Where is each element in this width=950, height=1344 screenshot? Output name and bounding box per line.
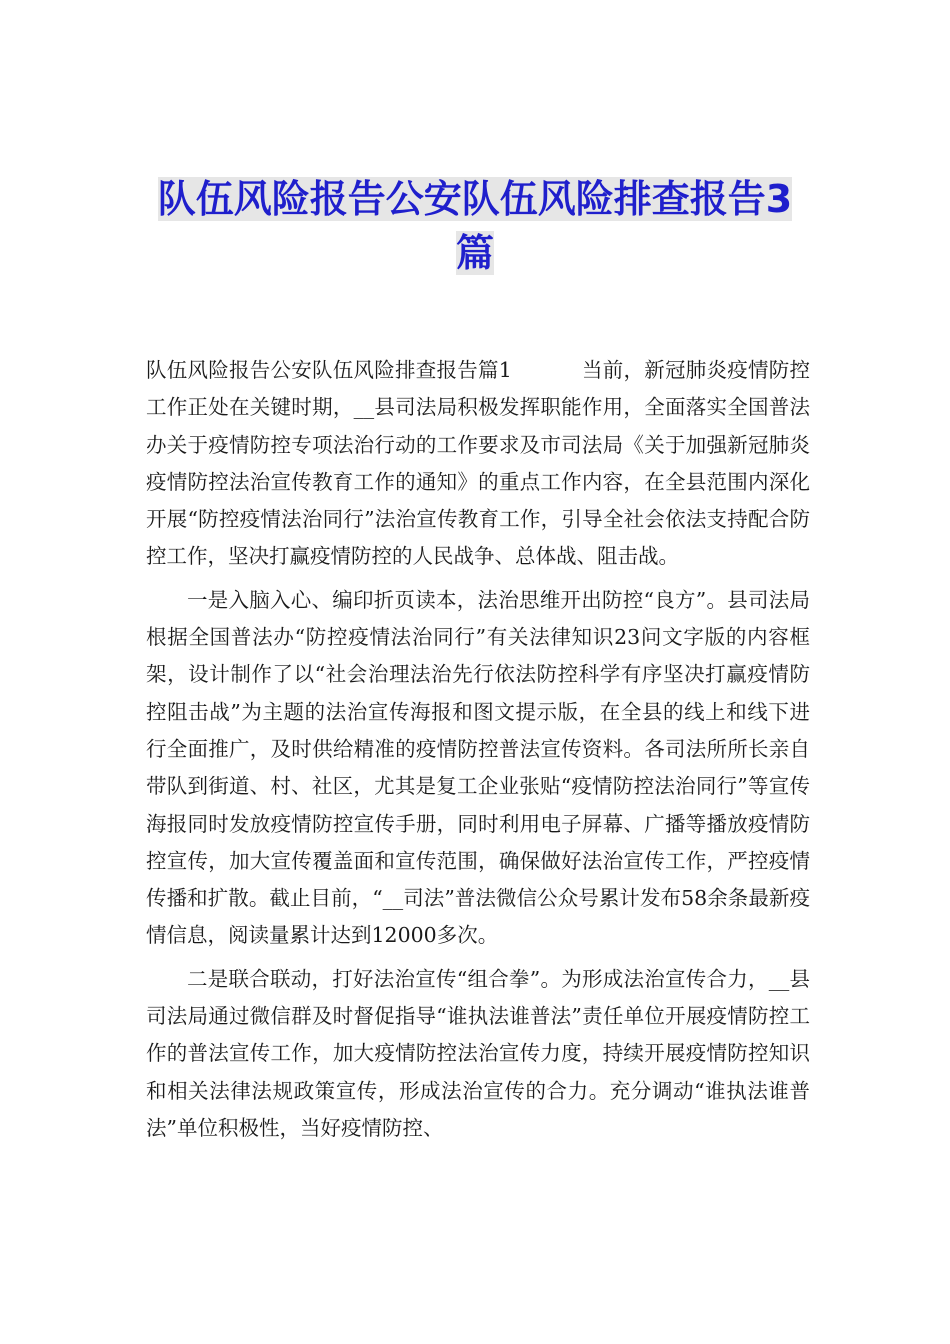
document-body: [146, 352, 810, 1147]
paragraph-1-lead: 队伍风险报告公安队伍风险排查报告篇1: [146, 358, 512, 382]
paragraph-1: [146, 352, 810, 576]
document-title-text: 队伍风险报告公安队伍风险排查报告3篇: [157, 177, 793, 275]
paragraph-1-text: 当前，新冠肺炎疫情防控工作正处在关键时期，__县司法局积极发挥职能作用，全面落实全国普法办关于疫情防控专项法治行动的工作要求及市司法局《关于加强新冠肺炎疫情防控法治宣传教育工作的通知》的重点工作内容，在全县范围内深化开展“防控疫情法治同行”法治宣传教育工作，引导全社会依法支持配合防控工作，坚决打赢疫情防控的人民战争、总体战、阻击战。: [146, 358, 810, 569]
document-title: [150, 172, 800, 280]
paragraph-2: 一是入脑入心、编印折页读本，法治思维开出防控“良方”。县司法局根据全国普法办“防控疫情法治同行”有关法律知识23问文字版的内容框架，设计制作了以“社会治理法治先行依法防控科学有序坚决打赢疫情防控阻击战”为主题的法治宣传海报和图文提示版，在全县的线上和线下进行全面推广，及时供给精准的疫情防控普法宣传资料。各司法所所长亲自带队到街道、村、社区，尤其是复工企业张贴“疫情防控法治同行”等宣传海报同时发放疫情防控宣传手册，同时利用电子屏幕、广播等播放疫情防控宣传，加大宣传覆盖面和宣传范围，确保做好法治宣传工作，严控疫情传播和扩散。截止目前，“__司法”普法微信公众号累计发布58余条最新疫情信息，阅读量累计达到12000多次。: [146, 587, 810, 948]
paragraph-3: 二是联合联动，打好法治宣传“组合拳”。为形成法治宣传合力，__县司法局通过微信群及时督促指导“谁执法谁普法”责任单位开展疫情防控工作的普法宣传工作，加大疫情防控法治宣传力度，持续开展疫情防控知识和相关法律法规政策宣传，形成法治宣传的合力。充分调动“谁执法谁普法”单位积极性，当好疫情防控、: [146, 966, 810, 1140]
